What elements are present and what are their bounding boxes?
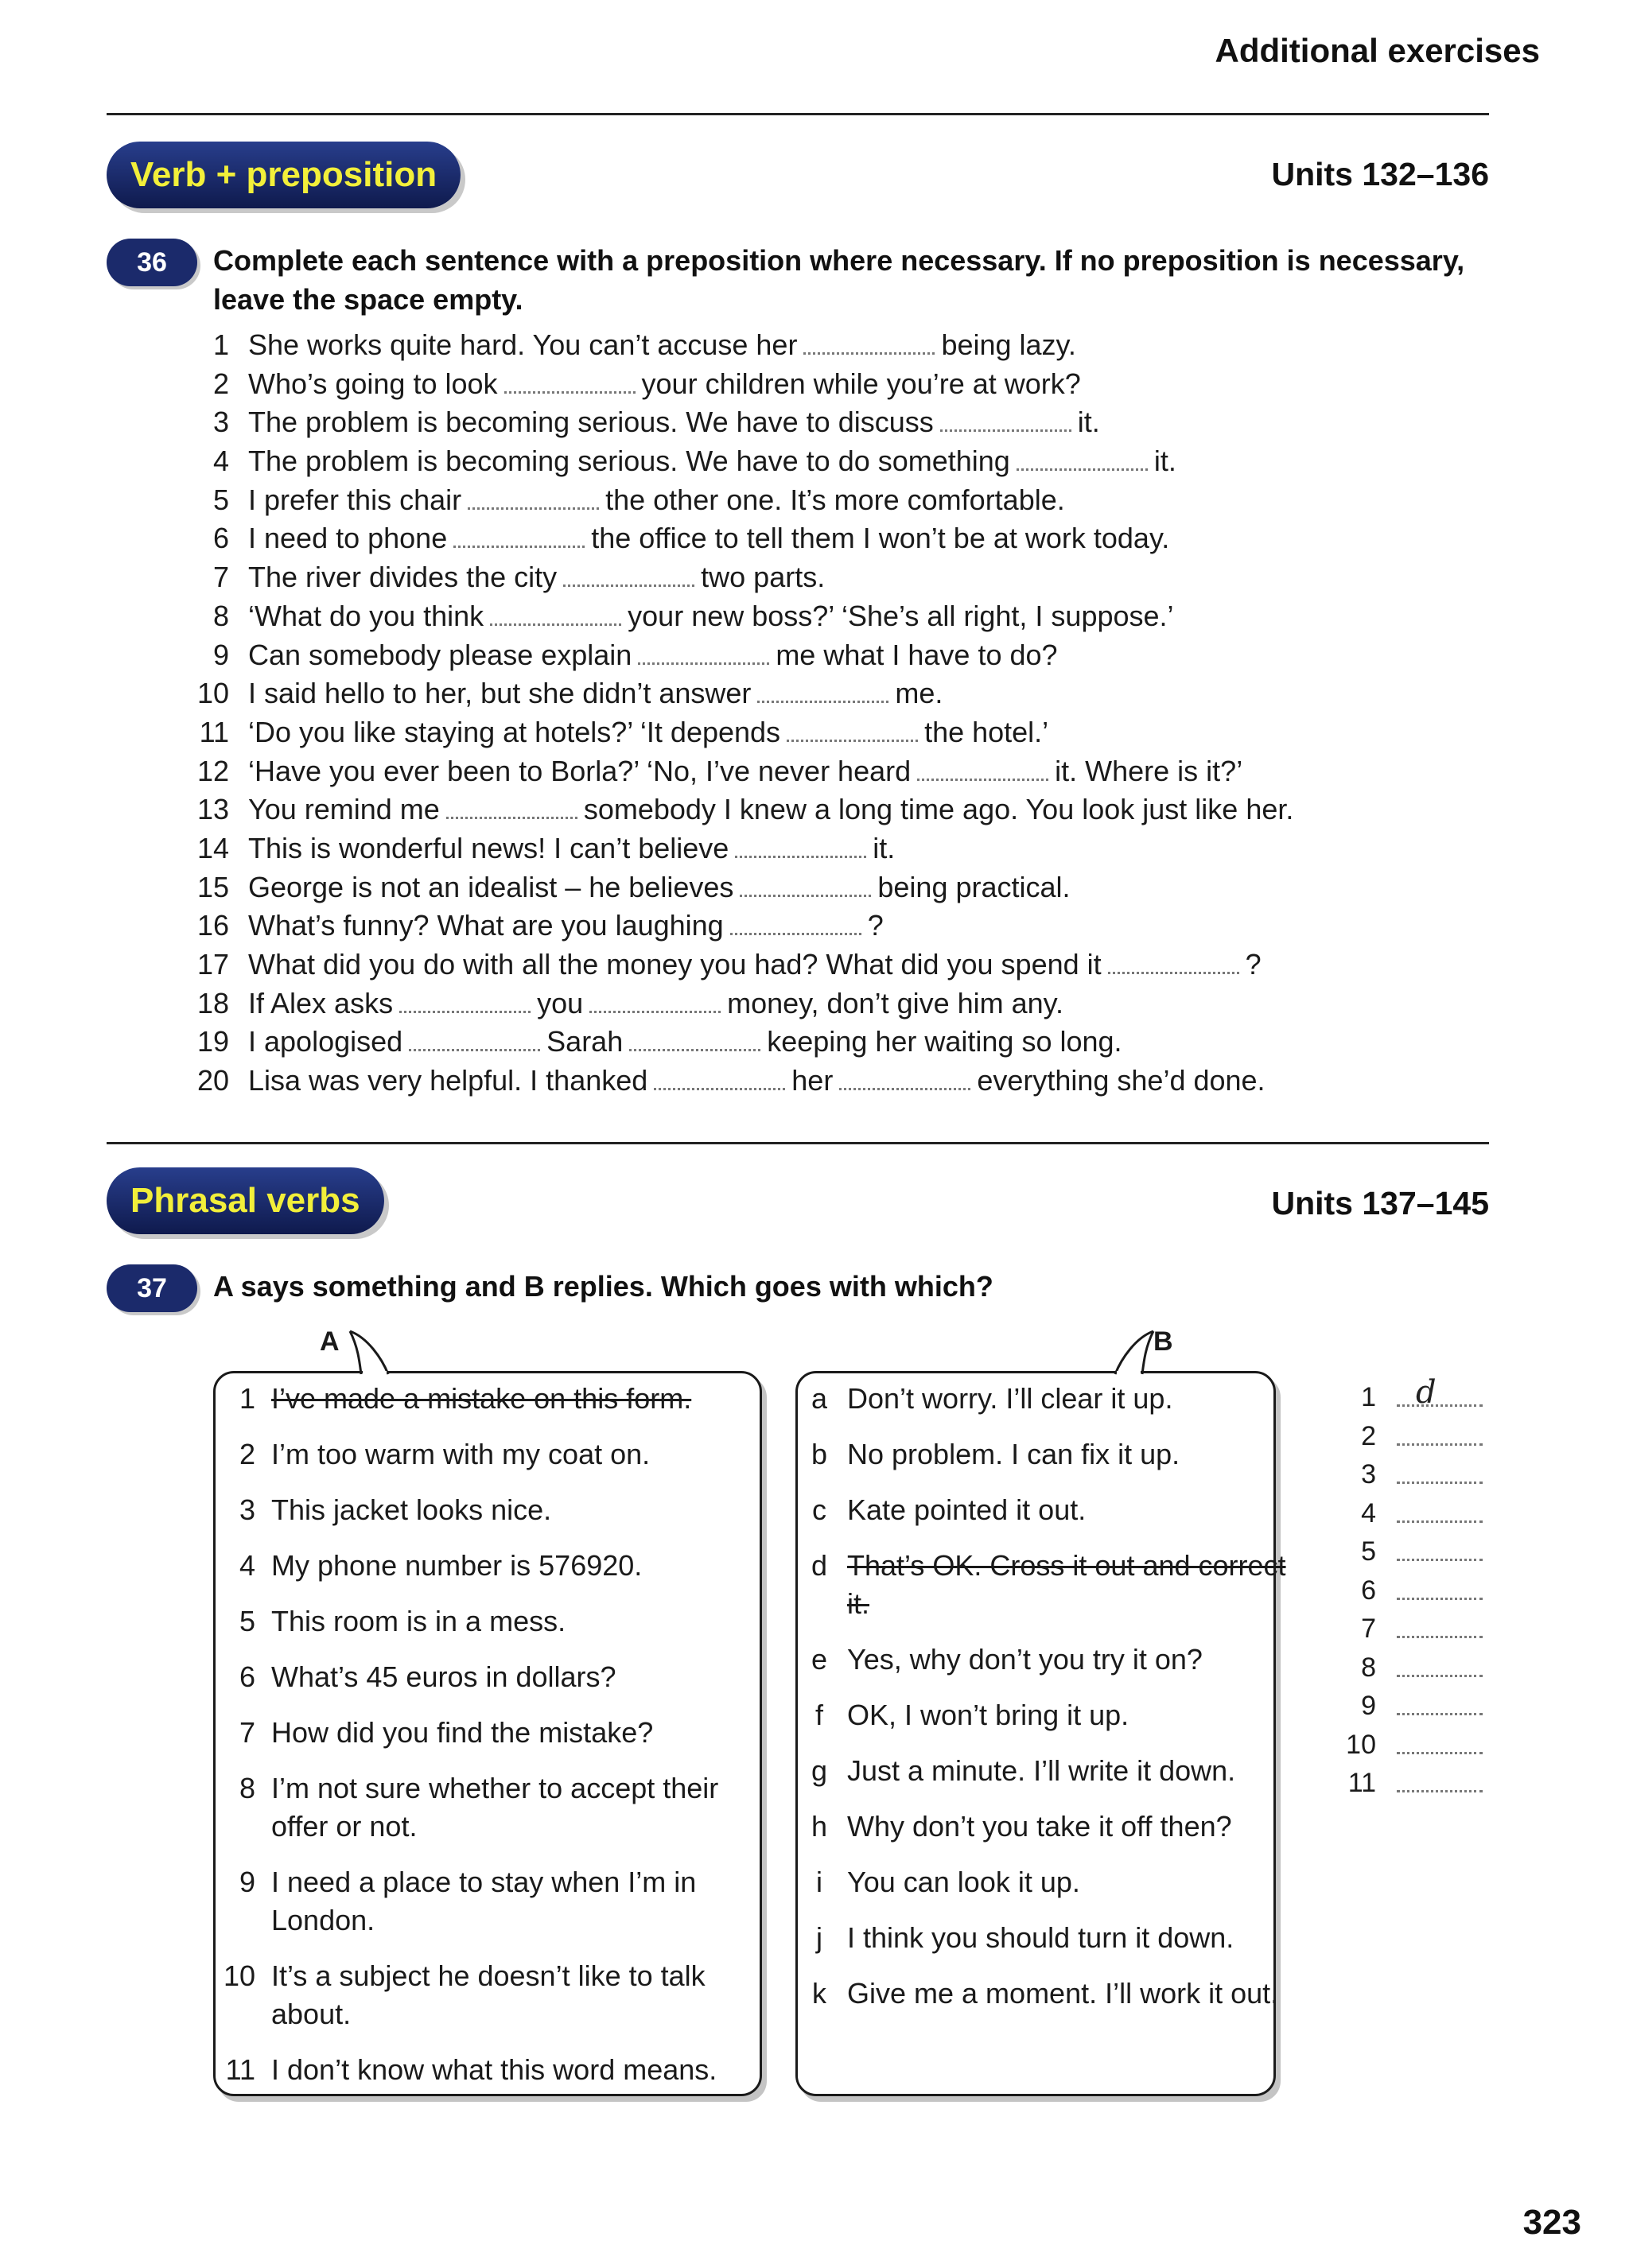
answer-field[interactable] (1397, 1713, 1483, 1715)
b-item-letter: a (811, 1382, 828, 1415)
sentence-number: 14 (196, 831, 229, 864)
answer-field[interactable] (1397, 1790, 1483, 1792)
sentence-text: everything she’d done. (977, 1064, 1265, 1097)
answer-field[interactable] (1397, 1636, 1483, 1638)
sentence-row (191, 946, 1591, 984)
sentence-row (191, 365, 1591, 404)
answer-row (1344, 1376, 1487, 1414)
answer-number: 3 (1361, 1459, 1376, 1489)
answer-blank[interactable] (490, 617, 621, 626)
b-item-text: I think you should turn it down. (847, 1921, 1234, 1954)
exercise-number-badge: 36 (107, 239, 197, 286)
answer-field[interactable] (1397, 1482, 1483, 1484)
sentence-number: 1 (212, 328, 229, 361)
sentence-text: George is not an idealist – he believes (248, 870, 734, 903)
sentence-number: 2 (212, 367, 229, 400)
answer-row (1344, 1569, 1487, 1607)
answer-row (1344, 1684, 1487, 1722)
b-item-text: No problem. I can fix it up. (847, 1438, 1180, 1470)
answer-number: 11 (1347, 1768, 1376, 1798)
sentence-text: Sarah (546, 1025, 624, 1058)
answer-number: 9 (1361, 1691, 1376, 1721)
a-item-number: 6 (239, 1660, 255, 1693)
answer-field[interactable] (1397, 1559, 1483, 1561)
sentence-text: The river divides the city (248, 561, 558, 594)
answer-blank[interactable] (589, 1004, 721, 1013)
answer-blank[interactable] (504, 385, 636, 394)
sentence-text: The problem is becoming serious. We have to do something (248, 445, 1010, 478)
a-item-text: I don’t know what this word means. (271, 2053, 717, 2086)
answer-number: 7 (1361, 1614, 1376, 1644)
sentence-text: Who’s going to look (248, 367, 498, 400)
answer-blank[interactable] (803, 346, 935, 355)
bubble-label-b: B (1153, 1326, 1173, 1357)
sentence-number: 17 (196, 948, 229, 981)
answer-row (1344, 1607, 1487, 1645)
answer-number: 6 (1361, 1575, 1376, 1606)
sentence-row (191, 597, 1591, 636)
answer-row (1344, 1453, 1487, 1491)
b-item-text: Why don’t you take it off then? (847, 1810, 1232, 1843)
answer-blank[interactable] (654, 1082, 785, 1090)
answer-blank[interactable] (563, 578, 694, 587)
b-item-letter: i (816, 1866, 822, 1898)
sentence-text: me. (895, 677, 943, 710)
sentence-text: the other one. It’s more comfortable. (605, 483, 1065, 516)
answer-field[interactable] (1397, 1520, 1483, 1523)
speech-tail-b (1098, 1330, 1161, 1379)
sentence-text: your children while you’re at work? (641, 367, 1081, 400)
sentence-number: 9 (212, 638, 229, 671)
section-units: Units 137–145 (1271, 1185, 1489, 1221)
answer-field[interactable] (1397, 1675, 1483, 1677)
answer-blank[interactable] (638, 656, 769, 665)
a-item-text: I’ve made a mistake on this form. (271, 1382, 692, 1415)
b-item-letter: f (814, 1699, 823, 1731)
answer-blank[interactable] (940, 423, 1071, 432)
answer-blank[interactable] (1017, 462, 1148, 471)
sentence-text: If Alex asks (248, 986, 394, 1019)
sentence-number: 7 (212, 561, 229, 594)
sentence-list (191, 326, 1591, 1101)
sentence-text: it. (1153, 445, 1176, 478)
section-title-pill (107, 1167, 384, 1234)
sentence-text: her (791, 1064, 834, 1097)
b-item-letter: e (811, 1643, 828, 1676)
b-item-letter: j (816, 1921, 822, 1954)
answer-blank[interactable] (409, 1043, 540, 1051)
answer-field[interactable] (1397, 1404, 1483, 1407)
sentence-text: money, don’t give him any. (727, 986, 1064, 1019)
sentence-number: 4 (212, 445, 229, 478)
sentence-text: ? (867, 909, 884, 942)
sentence-text: You remind me (248, 793, 440, 826)
b-item-text: That’s OK. Cross it out and correct it. (847, 1549, 1286, 1620)
answer-blank[interactable] (917, 772, 1048, 781)
answer-value: d (1416, 1374, 1437, 1411)
answer-blank[interactable] (757, 694, 888, 703)
sentence-row (191, 984, 1591, 1023)
sentence-text: ‘What do you think (248, 599, 484, 632)
sentence-number: 10 (196, 677, 229, 710)
a-item-text: I’m not sure whether to accept their offer or not. (271, 1772, 719, 1843)
b-item-text: Give me a moment. I’ll work it out. (847, 1977, 1279, 2010)
bubble-label-a: A (320, 1326, 340, 1357)
running-header: Additional exercises (1215, 32, 1540, 69)
sentence-number: 15 (196, 870, 229, 903)
sentence-text: being practical. (877, 870, 1071, 903)
answer-number: 8 (1361, 1652, 1376, 1683)
a-item-number: 1 (239, 1382, 255, 1415)
b-item-text: Kate pointed it out. (847, 1493, 1087, 1526)
speech-tail-a (342, 1330, 406, 1379)
answer-row (1344, 1761, 1487, 1800)
answer-blank[interactable] (740, 888, 871, 897)
speech-bubble-b (795, 1371, 1286, 2096)
top-divider (107, 113, 1489, 115)
b-item-letter: b (811, 1438, 828, 1470)
b-item-letter: g (811, 1754, 828, 1787)
a-item-number: 3 (239, 1493, 255, 1526)
answer-blank[interactable] (629, 1043, 760, 1051)
sentence-text: ? (1245, 948, 1262, 981)
sentence-row (191, 442, 1591, 481)
answer-number: 2 (1361, 1420, 1376, 1451)
sentence-text: I prefer this chair (248, 483, 462, 516)
sentence-row (191, 481, 1591, 520)
b-item-text: You can look it up. (847, 1866, 1080, 1898)
exercise-instruction: A says something and B replies. Which goes with which? (213, 1270, 993, 1303)
sentence-text: This is wonderful news! I can’t believe (248, 831, 729, 864)
sentence-row (191, 674, 1591, 713)
sentence-text: it. (1077, 406, 1100, 439)
answer-blank[interactable] (399, 1004, 531, 1013)
answer-row (1344, 1646, 1487, 1684)
sentence-row (191, 752, 1591, 791)
b-item-text: OK, I won’t bring it up. (847, 1699, 1129, 1731)
section-title: Verb + preposition (130, 155, 437, 194)
sentence-row (191, 1023, 1591, 1062)
section-divider (107, 1142, 1489, 1144)
sentence-number: 12 (196, 754, 229, 787)
sentence-text: keeping her waiting so long. (767, 1025, 1122, 1058)
a-item-text: This room is in a mess. (271, 1605, 566, 1637)
sentence-text: I said hello to her, but she didn’t answer (248, 677, 752, 710)
sentence-text: ‘Have you ever been to Borla?’ ‘No, I’ve never heard (248, 754, 912, 787)
sentence-text: your new boss?’ ‘She’s all right, I suppose.’ (628, 599, 1174, 632)
sentence-text: being lazy. (941, 328, 1076, 361)
a-item-text: It’s a subject he doesn’t like to talk about. (271, 1959, 706, 2030)
answer-field[interactable] (1397, 1752, 1483, 1754)
sentence-number: 20 (196, 1064, 229, 1097)
answer-field[interactable] (1397, 1598, 1483, 1600)
sentence-row (191, 519, 1591, 558)
answer-blank[interactable] (446, 810, 577, 819)
sentence-text: it. (873, 831, 896, 864)
sentence-text: it. Where is it?’ (1055, 754, 1243, 787)
sentence-row (191, 326, 1591, 365)
sentence-number: 18 (196, 986, 229, 1019)
sentence-text: I need to phone (248, 522, 448, 555)
section-units: Units 132–136 (1271, 156, 1489, 192)
answer-row (1344, 1492, 1487, 1530)
b-item-text: Don’t worry. I’ll clear it up. (847, 1382, 1173, 1415)
sentence-number: 19 (196, 1025, 229, 1058)
answer-number: 5 (1361, 1536, 1376, 1567)
sentence-row (191, 636, 1591, 675)
sentence-text: She works quite hard. You can’t accuse her (248, 328, 798, 361)
sentence-text: the hotel.’ (924, 715, 1049, 748)
answer-number: 4 (1361, 1497, 1376, 1528)
a-item-number: 11 (225, 2053, 255, 2086)
b-item-letter: c (812, 1493, 826, 1526)
sentence-row (191, 1062, 1591, 1101)
sentence-row (191, 558, 1591, 597)
sentence-text: The problem is becoming serious. We have to discuss (248, 406, 934, 439)
sentence-text: me what I have to do? (776, 638, 1058, 671)
sentence-row (191, 829, 1591, 868)
a-item-number: 4 (239, 1549, 255, 1582)
sentence-text: you (537, 986, 584, 1019)
sentence-number: 3 (212, 406, 229, 439)
sentence-row (191, 907, 1591, 946)
sentence-row (191, 790, 1591, 829)
sentence-number: 8 (212, 599, 229, 632)
page-number: 323 (1522, 2203, 1581, 2242)
answer-blank[interactable] (787, 733, 918, 742)
answer-blank[interactable] (730, 926, 861, 935)
a-item-text: I’m too warm with my coat on. (271, 1438, 651, 1470)
sentence-number: 13 (196, 793, 229, 826)
a-item-text: How did you find the mistake? (271, 1716, 654, 1749)
exercise-instruction: Complete each sentence with a preposition where necessary. If no preposition is necessary, leave the space empty. (213, 244, 1465, 316)
answer-blank[interactable] (839, 1082, 970, 1090)
answer-row (1344, 1415, 1487, 1453)
sentence-text: What did you do with all the money you had? What did you spend it (248, 948, 1102, 981)
sentence-row (191, 713, 1591, 752)
a-item-text: This jacket looks nice. (271, 1493, 552, 1526)
answer-number: 10 (1346, 1729, 1376, 1760)
a-item-number: 7 (239, 1716, 255, 1749)
sentence-row (191, 868, 1591, 907)
sentence-text: What’s funny? What are you laughing (248, 909, 724, 942)
sentence-text: Can somebody please explain (248, 638, 632, 671)
answer-row (1344, 1723, 1487, 1761)
answer-blank[interactable] (1108, 965, 1239, 974)
sentence-number: 16 (196, 909, 229, 942)
a-item-number: 5 (239, 1605, 255, 1637)
a-item-text: I need a place to stay when I’m in London. (271, 1866, 697, 1936)
speech-bubble-a (213, 1371, 762, 2096)
answer-row (1344, 1530, 1487, 1568)
a-item-number: 10 (224, 1959, 256, 1992)
answer-blank[interactable] (468, 501, 599, 510)
sentence-number: 11 (199, 715, 229, 748)
b-item-text: Yes, why don’t you try it on? (847, 1643, 1203, 1676)
b-item-letter: h (811, 1810, 828, 1843)
answer-blank[interactable] (735, 849, 866, 858)
sentence-text: Lisa was very helpful. I thanked (248, 1064, 648, 1097)
sentence-text: the office to tell them I won’t be at work today. (591, 522, 1170, 555)
exercise-number-badge: 37 (107, 1264, 197, 1312)
answer-field[interactable] (1397, 1443, 1483, 1446)
sentence-number: 6 (212, 522, 229, 555)
b-item-letter: k (812, 1977, 826, 2010)
sentence-text: somebody I knew a long time ago. You look just like her. (583, 793, 1294, 826)
answer-number: 1 (1361, 1382, 1376, 1412)
a-item-number: 8 (239, 1772, 255, 1804)
a-item-number: 9 (239, 1866, 255, 1898)
b-item-letter: d (811, 1549, 828, 1582)
a-item-text: What’s 45 euros in dollars? (271, 1660, 616, 1693)
section-title-pill (107, 142, 461, 208)
sentence-text: I apologised (248, 1025, 403, 1058)
sentence-text: two parts. (701, 561, 826, 594)
a-item-number: 2 (239, 1438, 255, 1470)
a-item-text: My phone number is 576920. (271, 1549, 643, 1582)
section-title: Phrasal verbs (130, 1181, 360, 1220)
answer-blank[interactable] (453, 539, 585, 548)
sentence-row (191, 403, 1591, 442)
sentence-number: 5 (212, 483, 229, 516)
b-item-text: Just a minute. I’ll write it down. (847, 1754, 1236, 1787)
sentence-text: ‘Do you like staying at hotels?’ ‘It depends (248, 715, 781, 748)
